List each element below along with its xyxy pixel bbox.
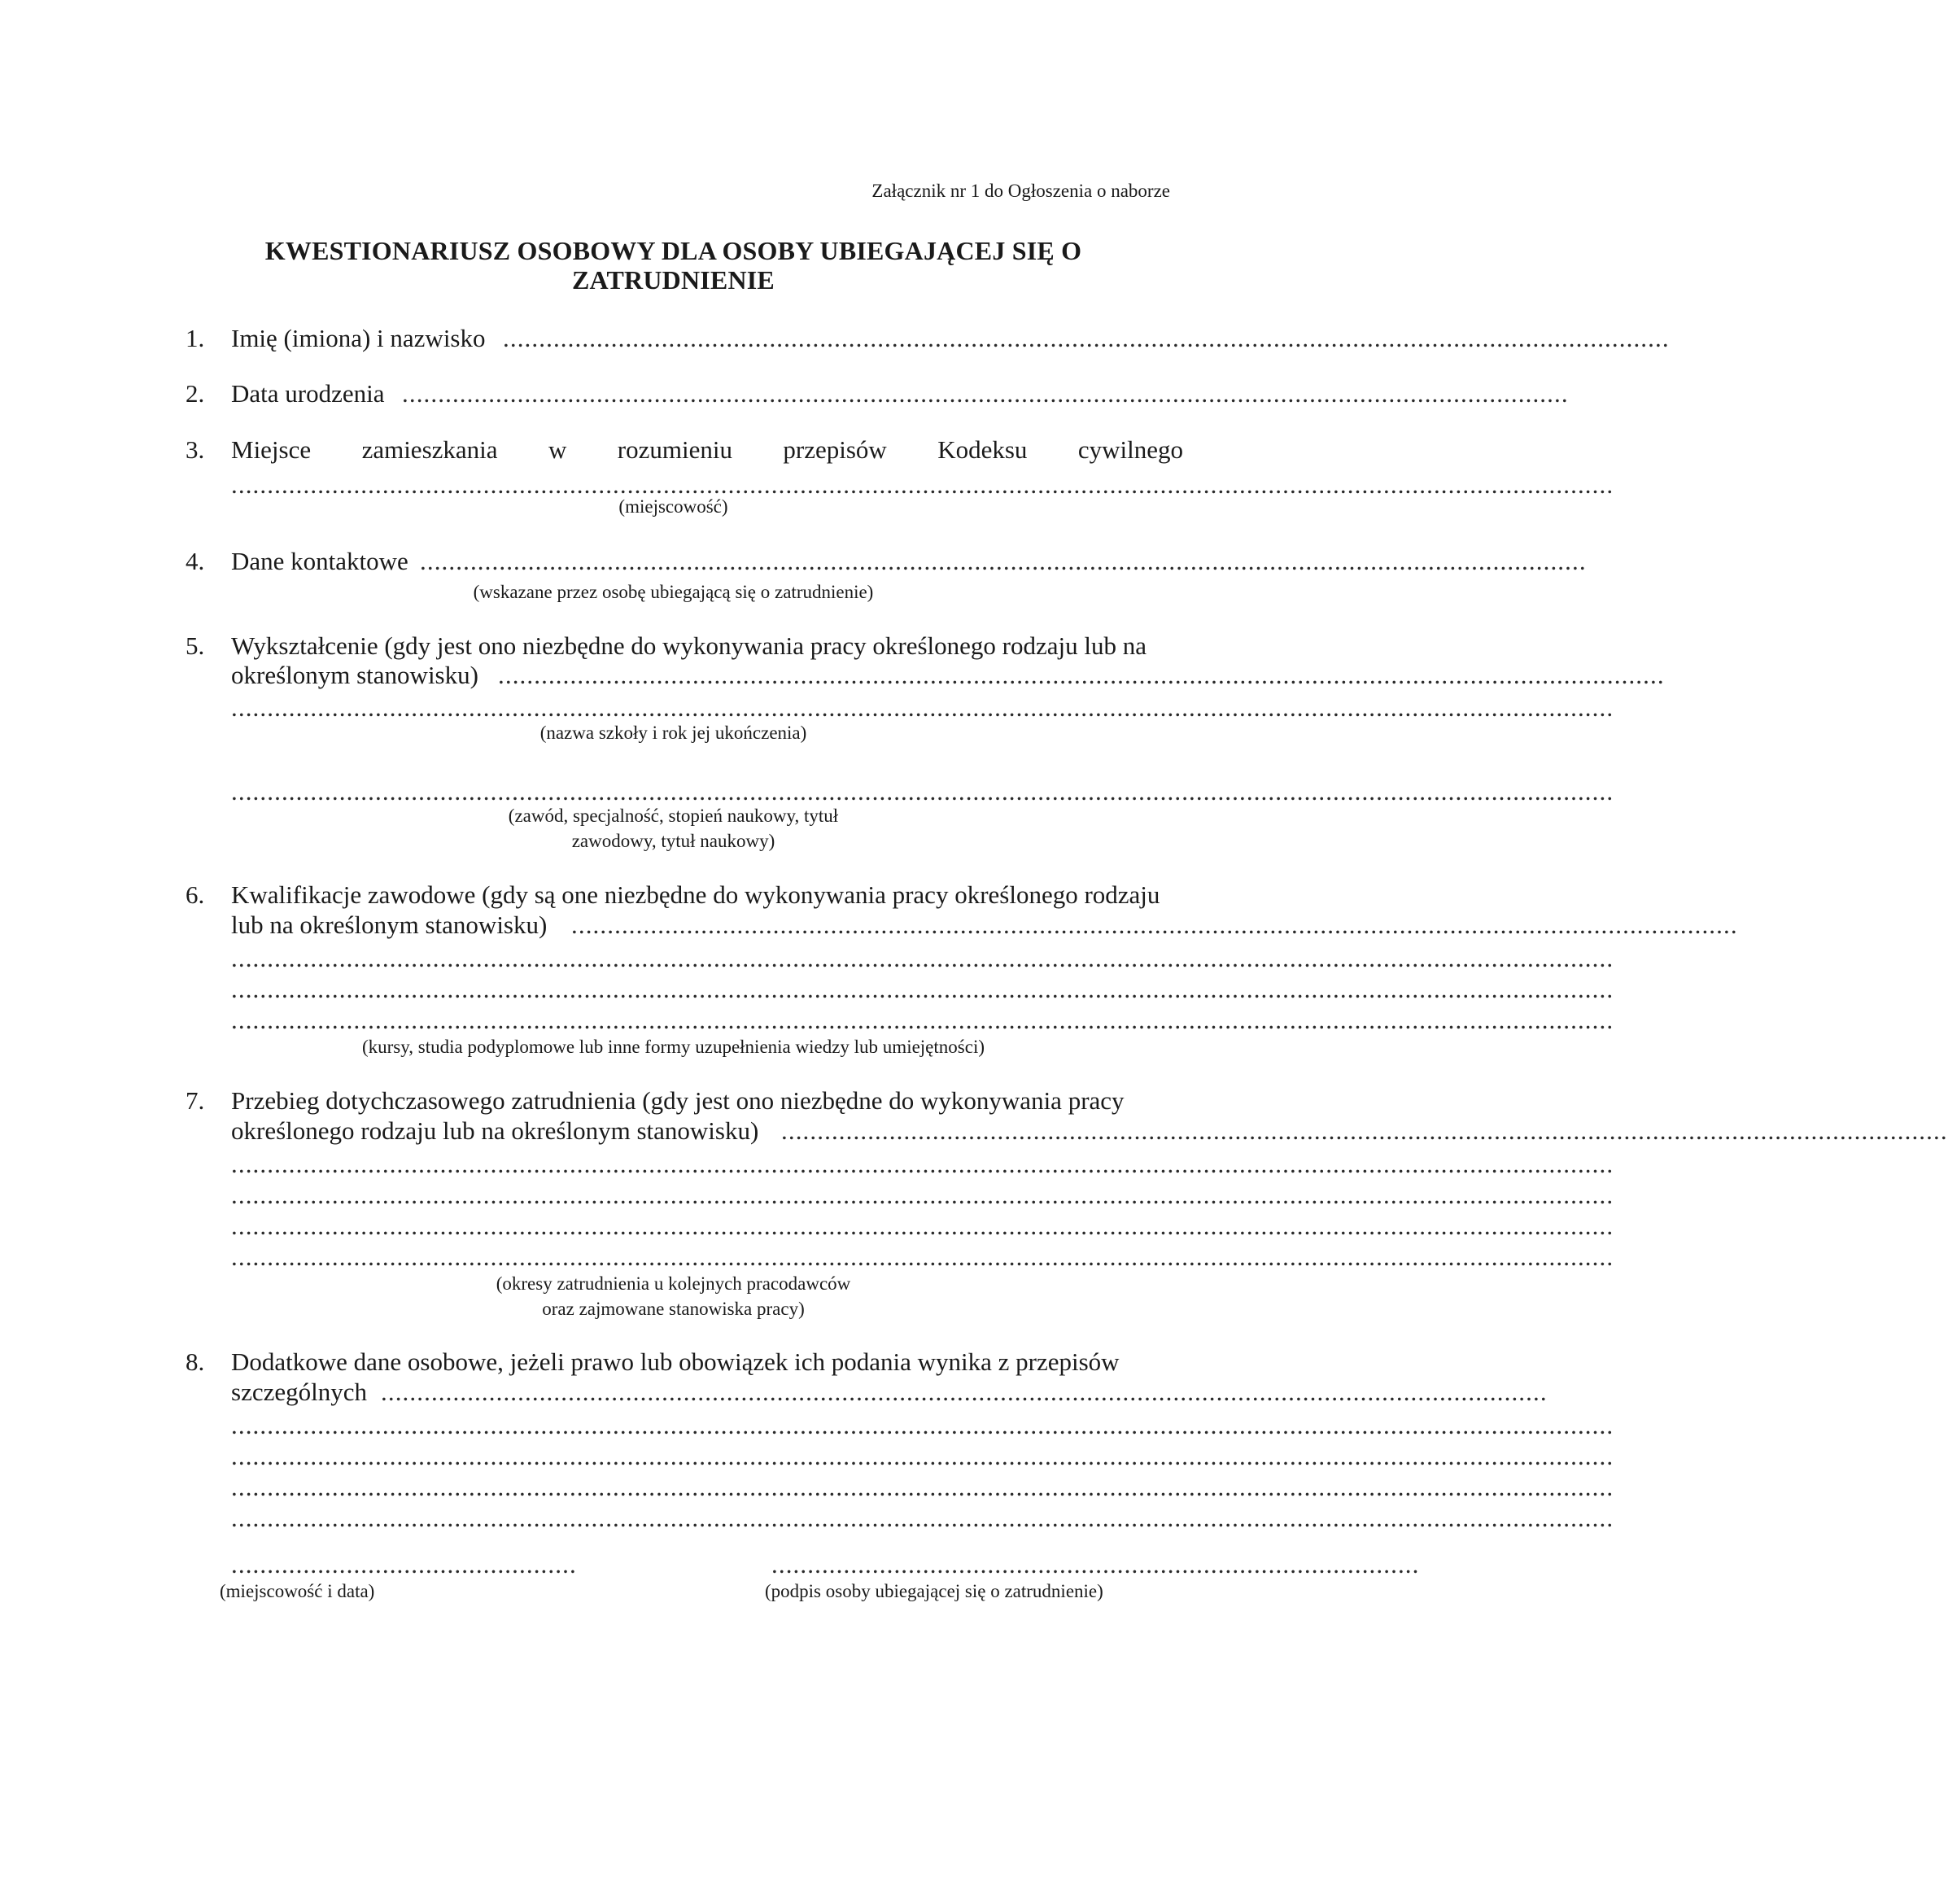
item-3-input-line[interactable]: ................................................................................................................................................................................................ — [231, 470, 1614, 499]
item-8-input-line-1[interactable]: .................................................................................................................................................................. — [381, 1378, 1548, 1406]
item-7-input-line-2[interactable]: ................................................................................................................................................................................................ — [231, 1150, 1614, 1178]
item-7-input-line-4[interactable]: ................................................................................................................................................................................................ — [231, 1212, 1614, 1240]
item-8-input-line-5[interactable]: ................................................................................................................................................................................................ — [231, 1504, 1614, 1532]
item-5-input-line-3[interactable]: ................................................................................................................................................................................................ — [231, 777, 1614, 806]
item-5-input-line-2[interactable]: ................................................................................................................................................................................................ — [231, 693, 1614, 722]
place-date-input-line[interactable]: ................................................ — [231, 1550, 577, 1579]
item-8-line2: szczególnych — [231, 1378, 367, 1406]
item-3-word: Miejsce — [231, 435, 312, 464]
annex-note: Załącznik nr 1 do Ogłoszenia o naborze — [871, 181, 1170, 201]
item-5-caption-school: (nazwa szkoły i rok jej ukończenia) — [539, 723, 807, 743]
item-8-input-line-3[interactable]: ................................................................................................................................................................................................ — [231, 1442, 1614, 1470]
item-5-line2: określonym stanowisku) — [231, 661, 478, 689]
signature-caption: (podpis osoby ubiegającej się o zatrudnienie) — [765, 1581, 1103, 1601]
item-7-input-line-1[interactable]: .................................................................................................................................................................. — [781, 1116, 1948, 1145]
item-3-word: w — [548, 435, 567, 464]
item-number-4: 4. — [186, 547, 205, 575]
item-number-1: 1. — [186, 324, 205, 352]
place-date-caption: (miejscowość i data) — [220, 1581, 375, 1601]
item-3-word: zamieszkania — [361, 435, 498, 464]
item-number-7: 7. — [186, 1086, 205, 1115]
item-8-input-line-4[interactable]: ................................................................................................................................................................................................ — [231, 1473, 1614, 1501]
item-number-6: 6. — [186, 880, 205, 909]
item-3-word: rozumieniu — [617, 435, 732, 464]
item-number-5: 5. — [186, 631, 205, 660]
item-3-word: przepisów — [783, 435, 887, 464]
item-3-label — [231, 435, 1183, 465]
item-7-line2: określonego rodzaju lub na określonym stanowisku) — [231, 1116, 759, 1145]
item-2-label: Data urodzenia — [231, 379, 385, 408]
item-5-caption-profession-1: (zawód, specjalność, stopień naukowy, tytuł — [508, 806, 839, 826]
form-title-line1: KWESTIONARIUSZ OSOBOWY DLA OSOBY UBIEGAJĄCEJ SIĘ O — [264, 236, 1082, 265]
item-7-input-line-3[interactable]: ................................................................................................................................................................................................ — [231, 1181, 1614, 1209]
item-1-label: Imię (imiona) i nazwisko — [231, 324, 486, 352]
item-7-caption-1: (okresy zatrudnienia u kolejnych pracodawców — [496, 1273, 851, 1294]
signature-input-line[interactable]: .......................................................................................... — [771, 1550, 1420, 1579]
item-4-input-line[interactable]: .................................................................................................................................................................. — [420, 547, 1587, 575]
item-3-caption: (miejscowość) — [618, 496, 728, 517]
item-6-input-line-1[interactable]: .................................................................................................................................................................. — [571, 911, 1738, 939]
item-number-3: 3. — [186, 435, 205, 464]
item-5-line1: Wykształcenie (gdy jest ono niezbędne do wykonywania pracy określonego rodzaju lub na — [231, 631, 1147, 660]
item-6-input-line-4[interactable]: ................................................................................................................................................................................................ — [231, 1006, 1614, 1034]
item-5-caption-profession-2: zawodowy, tytuł naukowy) — [571, 831, 775, 851]
item-7-caption-2: oraz zajmowane stanowiska pracy) — [542, 1299, 805, 1319]
item-1-input-line[interactable]: .................................................................................................................................................................. — [503, 324, 1670, 352]
form-title-line2: ZATRUDNIENIE — [572, 265, 775, 295]
item-number-2: 2. — [186, 379, 205, 408]
item-4-label: Dane kontaktowe — [231, 547, 408, 575]
item-4-caption: (wskazane przez osobę ubiegającą się o zatrudnienie) — [473, 582, 874, 602]
item-6-input-line-3[interactable]: ................................................................................................................................................................................................ — [231, 975, 1614, 1003]
item-6-line2: lub na określonym stanowisku) — [231, 911, 548, 939]
item-7-input-line-5[interactable]: ................................................................................................................................................................................................ — [231, 1242, 1614, 1271]
item-7-line1: Przebieg dotychczasowego zatrudnienia (gdy jest ono niezbędne do wykonywania pracy — [231, 1086, 1125, 1115]
item-3-word: cywilnego — [1077, 435, 1183, 464]
item-8-input-line-2[interactable]: ................................................................................................................................................................................................ — [231, 1411, 1614, 1439]
item-8-line1: Dodatkowe dane osobowe, jeżeli prawo lub obowiązek ich podania wynika z przepisów — [231, 1347, 1120, 1376]
item-6-caption: (kursy, studia podyplomowe lub inne formy uzupełnienia wiedzy lub umiejętności) — [361, 1037, 985, 1057]
item-6-line1: Kwalifikacje zawodowe (gdy są one niezbędne do wykonywania pracy określonego rodzaju — [231, 880, 1160, 909]
item-number-8: 8. — [186, 1347, 205, 1376]
item-3-word: Kodeksu — [937, 435, 1028, 464]
item-6-input-line-2[interactable]: ................................................................................................................................................................................................ — [231, 944, 1614, 972]
item-2-input-line[interactable]: .................................................................................................................................................................. — [402, 379, 1569, 408]
item-5-input-line-1[interactable]: .................................................................................................................................................................. — [498, 661, 1665, 689]
